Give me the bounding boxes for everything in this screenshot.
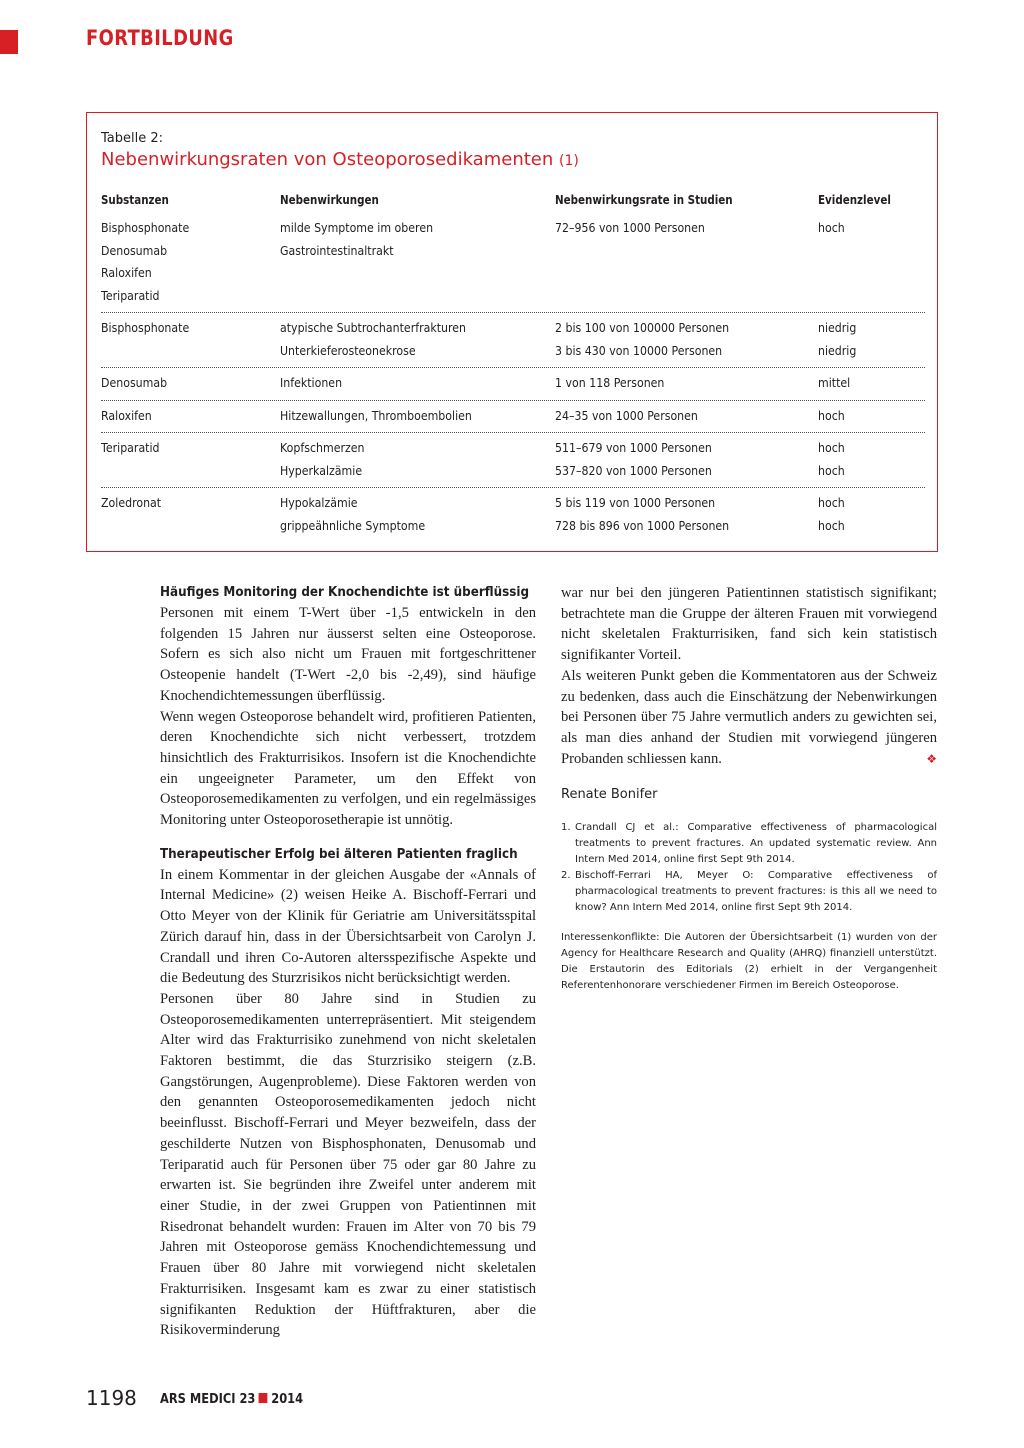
references-list	[561, 820, 937, 916]
end-mark-icon: ❖	[926, 751, 937, 766]
table-cell: Denosumab	[101, 375, 168, 390]
table-cell: Bisphosphonate	[101, 320, 190, 335]
table-cell: Raloxifen	[101, 265, 152, 280]
reference-text: Bischoff-Ferrari HA, Meyer O: Comparative effectiveness of pharmacological treatments to prevent fractures: is this all we need to know? Ann Intern Med 2014, online first Sept 9th 2014.	[575, 870, 937, 914]
table-cell: niedrig	[818, 320, 857, 335]
table-cell: Teriparatid	[101, 287, 160, 303]
table-title	[101, 149, 579, 170]
table-cell: hoch	[818, 407, 845, 423]
table-cell: Infektionen	[280, 375, 343, 390]
article-subheading	[160, 583, 530, 603]
table-cell: Raloxifen	[101, 407, 152, 423]
table-cell: Denosumab	[101, 242, 168, 258]
reference-number: 2.	[561, 870, 571, 882]
table-cell: milde Symptome im oberen	[280, 220, 434, 235]
paragraph-text: war nur bei den jüngeren Patientinnen statistisch signifikant; betrachtete man die Gruppe der älteren Frauen mit vorwiegend nicht skeletalen Frakturrisiken, fand sich kein statistisch signifikanter Vorteil.	[561, 585, 937, 664]
article-paragraph	[561, 583, 937, 666]
paragraph-text: Personen mit einem T-Wert über -1,5 entwickeln in den folgenden 15 Jahren nur äusserst selten eine Osteoporose. Sofern es sich also nicht um Frauen mit fortgeschrittener Osteopenie handelt (T-Wert -2,0 bis -2,49), sind häufige Knochendichtemessungen überflüssig.	[160, 605, 536, 704]
col-header-evidence: Evidenzlevel	[818, 193, 891, 207]
table-cell: Hitzewallungen, Thromboembolien	[280, 407, 472, 423]
table-row-separator	[101, 312, 925, 313]
table-row-separator	[101, 400, 925, 401]
table-cell: Bisphosphonate	[101, 220, 190, 235]
reference-text: Crandall CJ et al.: Comparative effectiveness of pharmacological treatments to prevent fractures. An updated systematic review. Ann Intern Med 2014, online first Sept 9th 2014.	[575, 822, 937, 866]
paragraph-text: Personen über 80 Jahre sind in Studien zu Osteoporosemedikamenten unterrepräsentiert. Mit steigendem Alter wird das Frakturrisiko zunehmend von nicht skeletalen Faktoren bestimmt, die das Sturzrisiko steigern (z.B. Gangstörungen, Augenprobleme). Diese Faktoren werden von den genannten Osteoporosemedikamenten jedoch nicht beeinflusst. Bischoff-Ferrari und Meyer bezweifeln, dass der geschilderte Nutzen von Bisphosphonaten, Denusomab und Teriparatid auch für Personen über 75 oder gar 80 Jahre zu erwarten ist. Sie begründen ihre Zweifel unter anderem mit einer Studie, in der zwei Gruppen von Patientinnen mit Risedronat behandelt wurden: Frauen im Alter von 70 bis 79 Jahren mit Osteoporose gemäss Knochendichtemessung und Frauen über 80 Jahre mit vorwiegend nicht skeletalen Frakturrisiken. Insgesamt kam es zwar zu einer statistisch signifikanten Reduktion der Hüftfrakturen, aber die Risikoverminderung	[160, 990, 536, 1339]
article-column-1	[160, 583, 536, 1341]
table-cell: Gastrointestinaltrakt	[280, 242, 394, 258]
table-row-separator	[101, 432, 925, 433]
conflict-statement: Interessenkonflikte: Die Autoren der Übersichtsarbeit (1) wurden von der Agency for Healthcare Research and Quality (AHRQ) finanziell unterstützt. Die Erstautorin des Editorials (2) erhielt in der Vergangenheit Referentenhonorare verschiedener Firmen im Bereich Osteoporose.	[561, 932, 937, 992]
table-cell: Zoledronat	[101, 495, 162, 510]
table-cell: hoch	[818, 440, 845, 455]
column-2-body	[561, 583, 937, 769]
section-title: FORTBILDUNG	[86, 26, 234, 50]
author-name: Renate Bonifer	[561, 787, 658, 803]
article-paragraph	[160, 707, 536, 831]
section-color-block	[0, 30, 18, 54]
table-cell: 3 bis 430 von 10000 Personen	[555, 342, 723, 358]
article-column-2	[561, 583, 937, 994]
magazine-year: 2014	[271, 1392, 304, 1407]
table-cell: 2 bis 100 von 100000 Personen	[555, 320, 730, 335]
table-cell: Hypokalzämie	[280, 495, 358, 510]
table-title-text: Nebenwirkungsraten von Osteoporosedikamenten	[101, 149, 554, 170]
paragraph-text: In einem Kommentar in der gleichen Ausgabe der «Annals of Internal Medicine» (2) weisen Heike A. Bischoff-Ferrari und Otto Meyer von der Klinik für Geriatrie am Universitätsspital Zürich darauf hin, dass in der Übersichtsarbeit von Carolyn J. Crandall und ihren Co-Autoren altersspezifische Aspekte und die Bedeutung des Sturzrisikos nicht berücksichtigt werden.	[160, 866, 536, 987]
paragraph-text: Wenn wegen Osteoporose behandelt wird, profitieren Patienten, deren Knochendichte sich nicht verbessert, trotzdem hinsichtlich des Frakturrisikos. Insofern ist die Knochendichte ein ungeeigneter Parameter, um den Effekt von Osteoporosemedikamenten zu verfolgen, und ein regelmässiges Monitoring unter Osteoporosetherapie ist unnötig.	[160, 708, 536, 829]
reference-item	[561, 868, 937, 916]
paragraph-text: Als weiteren Punkt geben die Kommentatoren aus der Schweiz zu bedenken, dass auch die Einschätzung der Nebenwirkungen bei Personen über 75 Jahre vermutlich anders zu gewichten sei, als man dies anhand der Studien mit vorwiegend jüngeren Probanden schliessen kann.	[561, 667, 937, 767]
table-cell: Kopfschmerzen	[280, 440, 365, 455]
table-cell: Hyperkalzämie	[280, 462, 363, 478]
table-row-separator	[101, 487, 925, 488]
table-cell: Unterkieferosteonekrose	[280, 342, 416, 358]
magazine-name: ARS MEDICI 23	[160, 1392, 256, 1407]
magazine-footer	[160, 1392, 303, 1407]
footer-square-icon	[259, 1393, 268, 1403]
table-cell: hoch	[818, 220, 845, 235]
table-cell: 1 von 118 Personen	[555, 375, 665, 390]
article-subheading	[160, 845, 518, 865]
table-label: Tabelle 2:	[101, 131, 164, 146]
page-number: 1198	[86, 1386, 137, 1410]
table-cell: hoch	[818, 462, 845, 478]
table-cell: 537–820 von 1000 Personen	[555, 462, 712, 478]
col-header-substances: Substanzen	[101, 193, 169, 207]
table-cell: mittel	[818, 375, 851, 390]
table-cell: Teriparatid	[101, 440, 160, 455]
article-paragraph	[160, 603, 536, 707]
table-cell: 24–35 von 1000 Personen	[555, 407, 698, 423]
paragraph-text: Therapeutischer Erfolg bei älteren Patienten fraglich	[160, 846, 518, 862]
reference-item	[561, 820, 937, 868]
article-paragraph	[160, 865, 536, 989]
table-cell: grippeähnliche Symptome	[280, 517, 426, 533]
article-paragraph	[561, 666, 937, 770]
table-title-ref: (1)	[559, 153, 579, 169]
col-header-rate: Nebenwirkungsrate in Studien	[555, 193, 733, 207]
table-row-separator	[101, 367, 925, 368]
article-paragraph	[160, 989, 536, 1341]
table-cell: 72–956 von 1000 Personen	[555, 220, 705, 235]
side-effects-table	[86, 112, 938, 552]
table-cell: niedrig	[818, 342, 857, 358]
paragraph-text: Häufiges Monitoring der Knochendichte ist überflüssig	[160, 585, 530, 600]
table-cell: 728 bis 896 von 1000 Personen	[555, 517, 730, 533]
table-cell: 5 bis 119 von 1000 Personen	[555, 495, 716, 510]
table-cell: hoch	[818, 517, 845, 533]
reference-number: 1.	[561, 822, 571, 834]
table-cell: hoch	[818, 495, 845, 510]
table-cell: atypische Subtrochanterfrakturen	[280, 320, 467, 335]
table-cell: 511–679 von 1000 Personen	[555, 440, 712, 455]
col-header-side-effects: Nebenwirkungen	[280, 193, 379, 207]
